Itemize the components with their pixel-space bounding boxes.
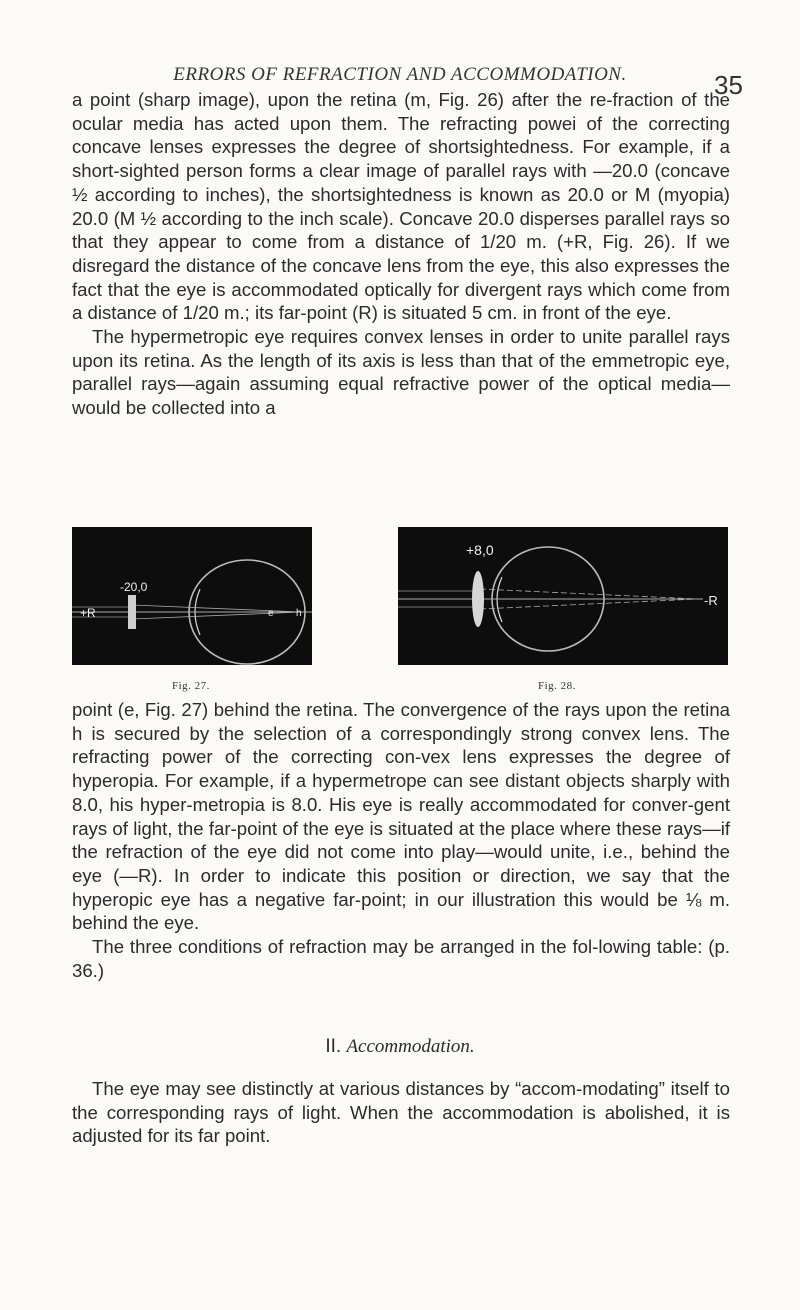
paragraph-table-reference: The three conditions of refraction may be arranged in the fol-lowing table: (p. 36.) (72, 936, 730, 981)
label-e-27: e (268, 608, 274, 619)
label-h-27: h (296, 608, 302, 619)
label-far-point-28: -R (704, 593, 718, 608)
figure-27 (72, 527, 312, 665)
paragraph-hyperopia: point (e, Fig. 27) behind the retina. The convergence of the rays upon the retina h is secured by the selection of a correspondingly strong convex lens. The refracting power of the correcting con-vex lens expresses the degree of hyperopia. For example, if a hypermetrope can see distant objects sharply with 8.0, his hyper-metropia is 8.0. His eye is really accommodated for conver-gent rays of light, the far-point of the eye is situated at the place where these rays—if the refraction of the eye did not come into play—would unite, i.e., behind the eye (—R). In order to indicate this position or direction, we say that the hyperopic eye has a negative far-point; in our illustration this would be ⅛ m. behind the eye. (72, 699, 730, 934)
section-number: II. (325, 1036, 342, 1057)
figure-28 (398, 527, 728, 665)
figure-27-drawing (72, 527, 312, 665)
text-block-middle (72, 698, 730, 982)
paragraph-myopia: a point (sharp image), upon the retina (m, Fig. 26) after the re-fraction of the ocular media has acted upon them. The refracting powei of the correcting concave lenses expresses the degree of shortsightedness. For example, if a short-sighted person forms a clear image of parallel rays with —20.0 (concave ½ according to inches), the shortsightedness is known as 20.0 or M (myopia) 20.0 (M ½ according to the inch scale). Concave 20.0 disperses parallel rays so that they appear to come from a distance of 1/20 m. (+R, Fig. 26). If we disregard the distance of the concave lens from the eye, this also expresses the fact that the eye is accommodated optically for divergent rays which come from a distance of 1/20 m.; its far-point (R) is situated 5 cm. in front of the eye. (72, 89, 730, 324)
label-lens-28: +8,0 (466, 542, 494, 558)
running-head: ERRORS OF REFRACTION AND ACCOMMODATION. (173, 64, 627, 85)
figure-28-drawing (398, 527, 728, 665)
paragraph-hypermetropia-intro: The hypermetropic eye requires convex lenses in order to unite parallel rays upon its retina. As the length of its axis is less than that of the emmetropic eye, parallel rays—again assuming equal refractive power of the optical media—would be collected into a (72, 326, 730, 419)
page-number: 35 (714, 70, 743, 100)
section-title: Accommodation. (346, 1036, 475, 1057)
text-block-bottom (72, 1077, 730, 1148)
paragraph-accommodation: The eye may see distinctly at various distances by “accom-modating” itself to the corresponding rays of light. When the accommodation is abolished, it is adjusted for its far point. (72, 1078, 730, 1147)
section-heading (0, 1036, 800, 1058)
label-lens-27: -20,0 (120, 580, 148, 594)
caption-fig-28: Fig. 28. (538, 680, 576, 692)
label-far-point-27: +R (80, 606, 96, 620)
caption-fig-27: Fig. 27. (172, 680, 210, 692)
text-block-top (72, 88, 730, 420)
